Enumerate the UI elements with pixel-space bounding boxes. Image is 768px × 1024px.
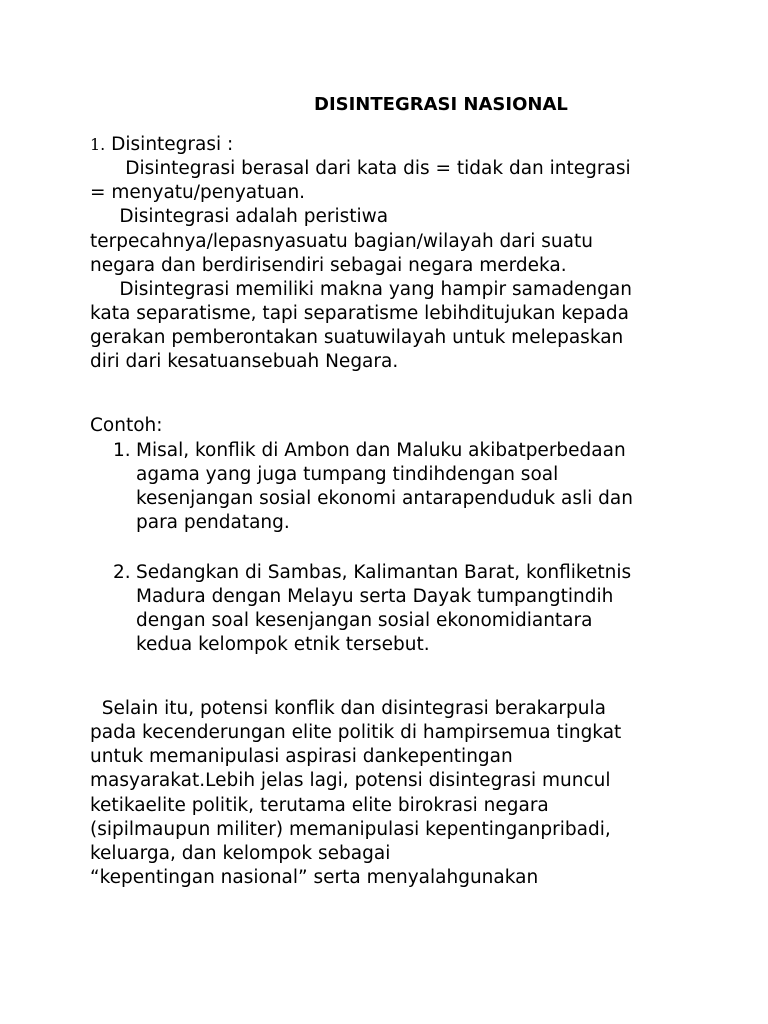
paragraph-line: = menyatu/penyatuan. xyxy=(90,182,306,203)
paragraph-line: gerakan pemberontakan suatuwilayah untuk melepaskan xyxy=(90,327,624,348)
section-heading-text: Disintegrasi : xyxy=(111,134,234,155)
paragraph-line: kata separatisme, tapi separatisme lebihditujukan kepada xyxy=(90,303,629,324)
list-item-line: Sedangkan di Sambas, Kalimantan Barat, konfliketnis xyxy=(136,562,632,583)
paragraph-line: pada kecenderungan elite politik di hampirsemua tingkat xyxy=(90,722,622,743)
paragraph-line: ketikaelite politik, terutama elite birokrasi negara xyxy=(90,795,549,816)
paragraph-line: Disintegrasi memiliki makna yang hampir samadengan xyxy=(90,279,632,300)
list-item-line: Madura dengan Melayu serta Dayak tumpangtindih xyxy=(136,586,614,607)
list-item-line: agama yang juga tumpang tindihdengan soal xyxy=(136,464,559,485)
paragraph-line: “kepentingan nasional” serta menyalahgunakan xyxy=(90,867,539,888)
list-item-number: 2. xyxy=(113,562,131,583)
list-item-number: 1. xyxy=(113,440,131,461)
list-item-line: kesenjangan sosial ekonomi antarapenduduk asli dan xyxy=(136,488,633,509)
list-item-line: Misal, konflik di Ambon dan Maluku akibatperbedaan xyxy=(136,440,626,461)
paragraph-line: Selain itu, potensi konflik dan disintegrasi berakarpula xyxy=(90,698,606,719)
paragraph-line: (sipilmaupun militer) memanipulasi kepentinganpribadi, xyxy=(90,819,611,840)
paragraph-line: untuk memanipulasi aspirasi dankepentingan xyxy=(90,746,513,767)
list-item-line: dengan soal kesenjangan sosial ekonomidiantara xyxy=(136,610,593,631)
document-title: DISINTEGRASI NASIONAL xyxy=(314,94,568,115)
paragraph-line: keluarga, dan kelompok sebagai xyxy=(90,843,391,864)
section-heading xyxy=(90,133,233,157)
paragraph-line: Disintegrasi adalah peristiwa xyxy=(90,206,389,227)
list-item-line: kedua kelompok etnik tersebut. xyxy=(136,634,430,655)
paragraph-line: masyarakat.Lebih jelas lagi, potensi disintegrasi muncul xyxy=(90,770,611,791)
list-item-line: para pendatang. xyxy=(136,512,290,533)
paragraph-line: diri dari kesatuansebuah Negara. xyxy=(90,351,399,372)
section-number: 1. xyxy=(90,135,106,154)
paragraph-line: negara dan berdirisendiri sebagai negara merdeka. xyxy=(90,255,567,276)
paragraph-line: terpecahnya/lepasnyasuatu bagian/wilayah dari suatu xyxy=(90,231,593,252)
paragraph-line: Disintegrasi berasal dari kata dis = tidak dan integrasi xyxy=(90,158,631,179)
contoh-label: Contoh: xyxy=(90,415,163,436)
